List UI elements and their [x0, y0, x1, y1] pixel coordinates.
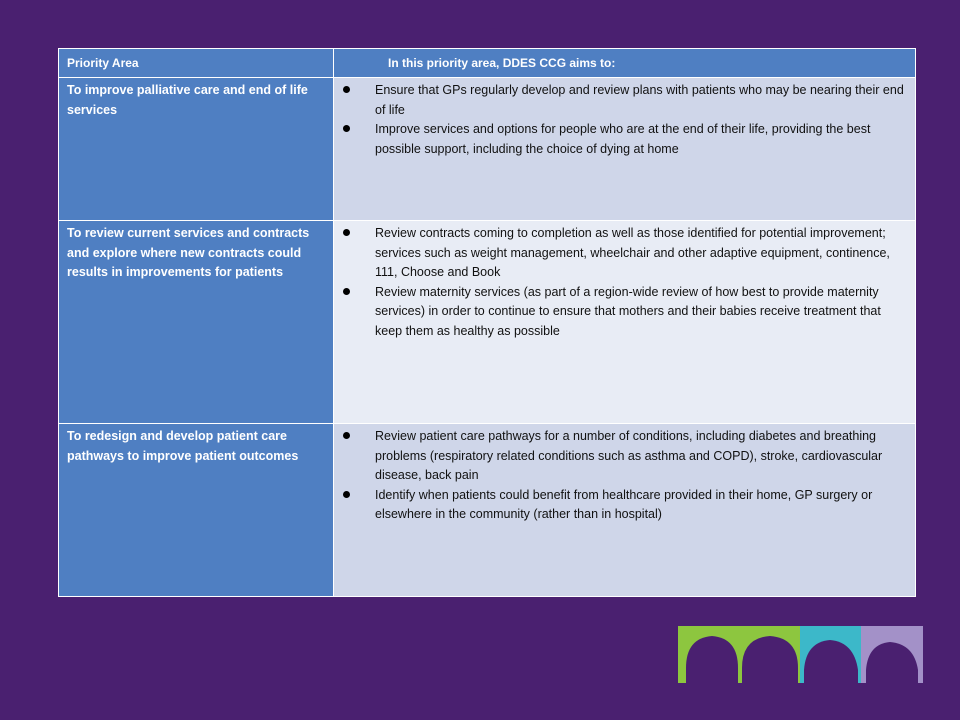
nhs-ccg-arches-logo	[678, 626, 923, 683]
bullet-icon	[343, 229, 350, 236]
aim-text: Improve services and options for people who are at the end of their life, providing the best possible support, including the choice of dying at home	[375, 122, 871, 156]
aim-item	[342, 486, 905, 525]
priority-area-cell: To review current services and contracts and explore where new contracts could results in improvements for patients	[59, 221, 334, 424]
aim-item	[342, 120, 905, 159]
aim-item	[342, 81, 905, 120]
bullet-icon	[343, 86, 350, 93]
aims-cell	[334, 424, 916, 597]
aim-item	[342, 224, 905, 283]
priority-area-cell: To improve palliative care and end of life services	[59, 78, 334, 221]
bullet-icon	[343, 288, 350, 295]
aim-text: Identify when patients could benefit from healthcare provided in their home, GP surgery or elsewhere in the community (rather than in hospital)	[375, 487, 873, 521]
aims-cell	[334, 78, 916, 221]
priority-area-header: Priority Area	[59, 49, 334, 78]
table-row	[59, 221, 916, 424]
table-row	[59, 78, 916, 221]
priority-areas-table	[58, 48, 916, 597]
aim-text: Review maternity services (as part of a region-wide review of how best to provide maternity services) in order to continue to ensure that mothers and their babies receive treatment that keep them as healthy as possible	[375, 284, 881, 338]
aims-list	[342, 427, 905, 525]
bullet-icon	[343, 491, 350, 498]
aim-text: Review contracts coming to completion as well as those identified for potential improvement; services such as weight management, wheelchair and other adaptive equipment, continence, 111, Choose and Book	[375, 226, 890, 279]
bullet-icon	[343, 125, 350, 132]
table-row	[59, 424, 916, 597]
aims-list	[342, 224, 905, 341]
aim-text: Review patient care pathways for a number of conditions, including diabetes and breathing problems (respiratory related conditions such as asthma and COPD), stroke, cardiovascular disease, back pain	[375, 429, 883, 482]
aim-item	[342, 427, 905, 486]
aims-list	[342, 81, 905, 159]
aims-cell	[334, 221, 916, 424]
bullet-icon	[343, 432, 350, 439]
aim-text: Ensure that GPs regularly develop and review plans with patients who may be nearing their end of life	[375, 83, 904, 117]
table-header-row	[59, 49, 916, 78]
priority-area-cell: To redesign and develop patient care pathways to improve patient outcomes	[59, 424, 334, 597]
aim-item	[342, 283, 905, 342]
aims-header: In this priority area, DDES CCG aims to:	[334, 49, 916, 78]
